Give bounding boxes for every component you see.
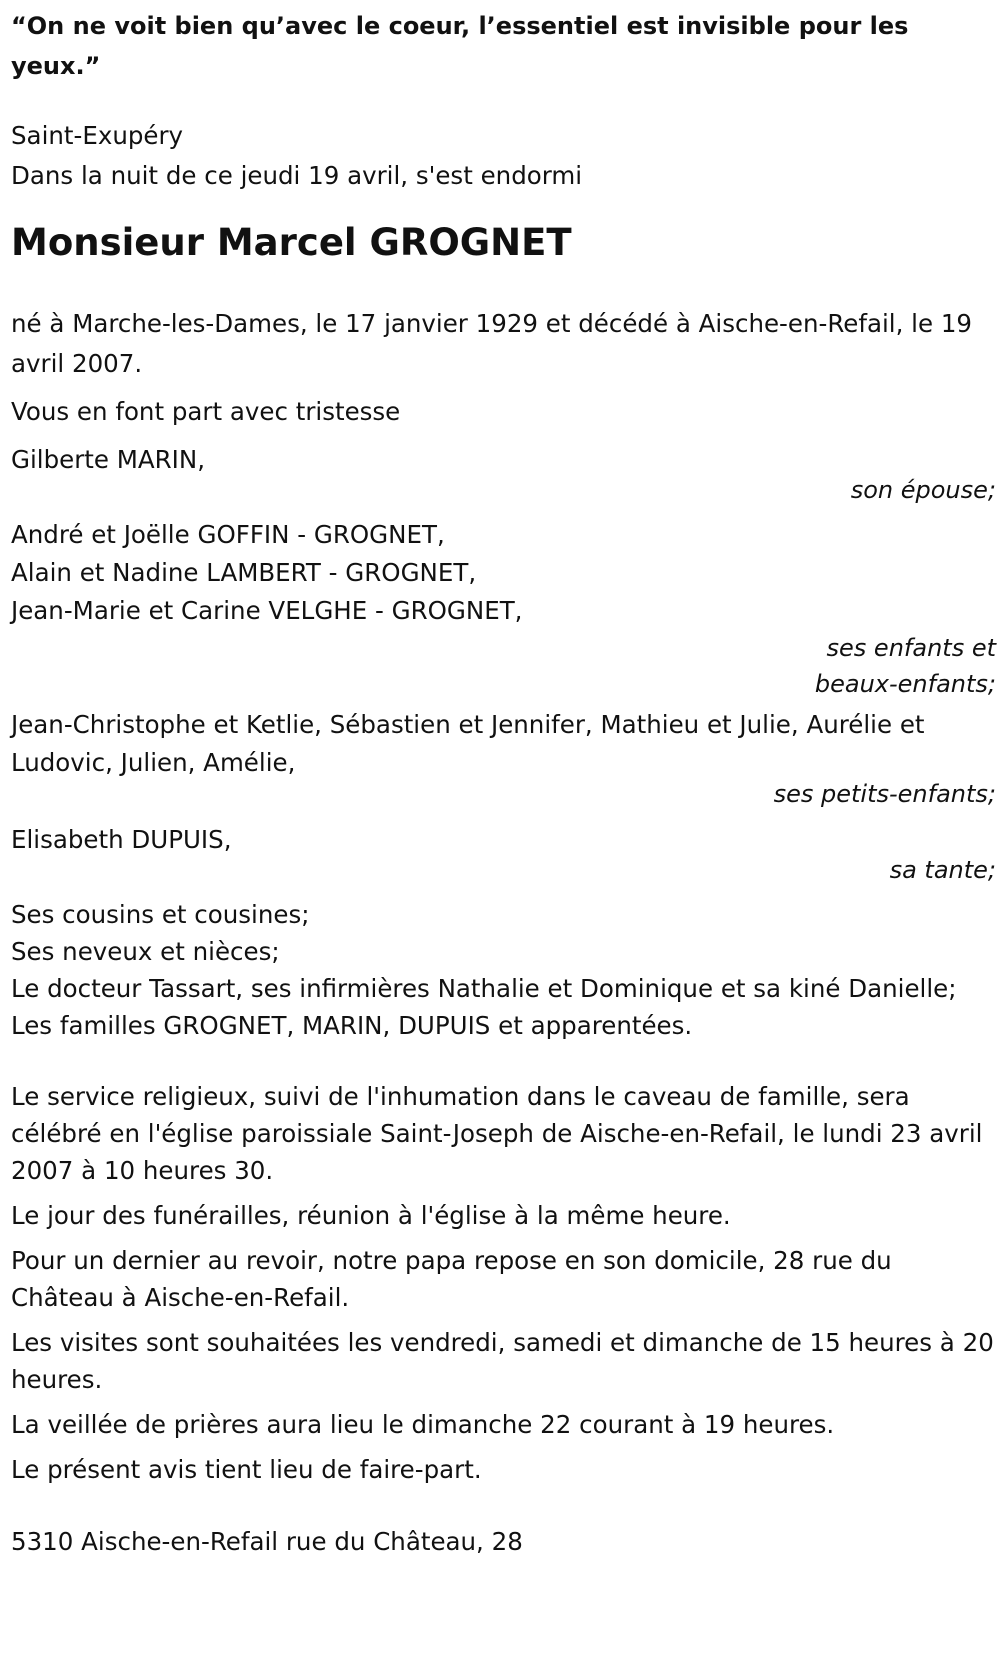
other-relatives: Ses neveux et nièces; — [11, 937, 280, 966]
grandchildren-role: ses petits-enfants; — [773, 780, 996, 808]
ceremony-text: Le service religieux, suivi de l'inhumation dans le caveau de famille, sera célébré en l'église paroissiale Saint-Joseph de Aische-en-Refail, le lundi 23 avril 2007 à 10 heures 30. — [11, 1082, 983, 1185]
quote-author: Saint-Exupéry — [11, 121, 184, 150]
obituary-content — [11, 6, 996, 1562]
rest-text: Pour un dernier au revoir, notre papa repose en son domicile, 28 rue du Château à Aische-en-Refail. — [11, 1246, 892, 1312]
address-text: 5310 Aische-en-Refail rue du Château, 28 — [11, 1527, 523, 1556]
deceased-name: Monsieur Marcel GROGNET — [11, 221, 572, 264]
other-relatives: Les familles GROGNET, MARIN, DUPUIS et apparentées. — [11, 1011, 693, 1040]
grandchildren-names: Jean-Christophe et Ketlie, Sébastien et Jennifer, Mathieu et Julie, Aurélie et Ludovic, Julien, Amélie, — [11, 710, 925, 777]
other-relatives: Le docteur Tassart, ses infirmières Nathalie et Dominique et sa kiné Danielle; — [11, 974, 957, 1003]
aunt-name: Elisabeth DUPUIS, — [11, 825, 232, 854]
spacer — [11, 1488, 996, 1522]
vigil-text: La veillée de prières aura lieu le dimanche 22 courant à 19 heures. — [11, 1410, 835, 1439]
child-name: Alain et Nadine LAMBERT - GROGNET, — [11, 558, 477, 587]
child-name: André et Joëlle GOFFIN - GROGNET, — [11, 520, 445, 549]
spouse-name: Gilberte MARIN, — [11, 445, 206, 474]
spacer — [11, 1044, 996, 1078]
aunt-role: sa tante; — [889, 856, 996, 884]
visits-text: Les visites sont souhaitées les vendredi, samedi et dimanche de 15 heures à 20 heures. — [11, 1328, 994, 1394]
announcement-text: Vous en font part avec tristesse — [11, 397, 401, 426]
children-role: ses enfants et beaux-enfants; — [814, 634, 996, 698]
intro-text: Dans la nuit de ce jeudi 19 avril, s'est endormi — [11, 161, 583, 190]
funeral-day-text: Le jour des funérailles, réunion à l'église à la même heure. — [11, 1201, 731, 1230]
quote-text: “On ne voit bien qu’avec le coeur, l’essentiel est invisible pour les yeux.” — [11, 12, 909, 80]
spouse-role: son épouse; — [850, 476, 996, 504]
birth-death-text: né à Marche-les-Dames, le 17 janvier 1929 et décédé à Aische-en-Refail, le 19 avril 2007. — [11, 309, 972, 378]
notice-text: Le présent avis tient lieu de faire-part. — [11, 1455, 482, 1484]
other-relatives: Ses cousins et cousines; — [11, 900, 310, 929]
child-name: Jean-Marie et Carine VELGHE - GROGNET, — [11, 596, 523, 625]
